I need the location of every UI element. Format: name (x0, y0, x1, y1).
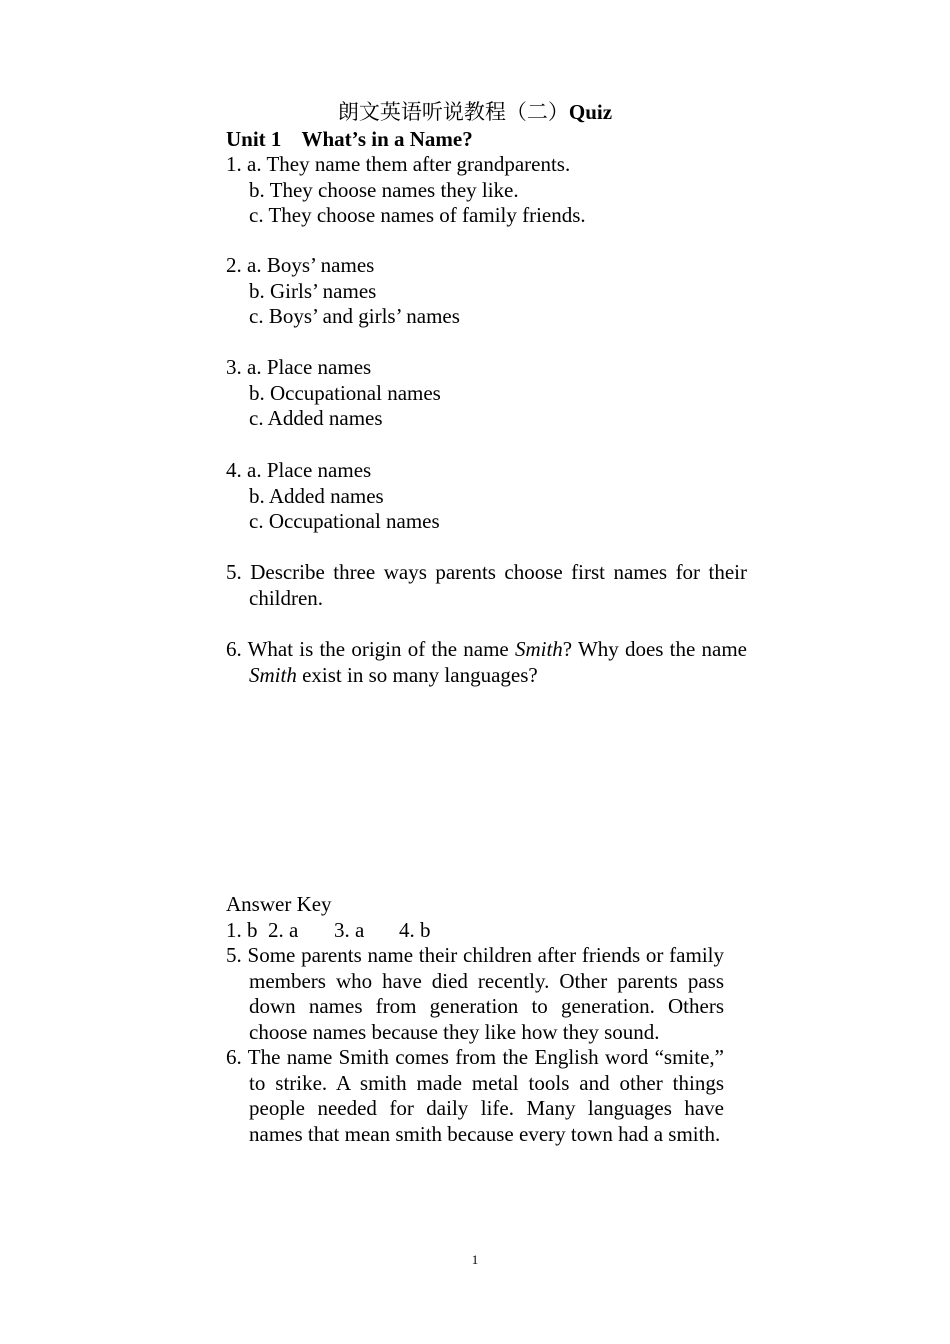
short-answers (226, 918, 724, 944)
answer-key-heading: Answer Key (226, 892, 332, 916)
question-3-option-c: c. Added names (249, 406, 383, 430)
italic-smith: Smith (249, 662, 297, 687)
question-3-option-b: b. Occupational names (249, 380, 441, 405)
question-4-option-a: 4. a. Place names (226, 458, 372, 482)
page-title (226, 98, 724, 126)
answer-5: 5. Some parents name their children after friends or family members who have died recently. Other parents pass down names from generation to generation. Others choose names because they like how they sound. (226, 943, 724, 1044)
question-2-option-a: 2. a. Boys’ names (226, 253, 375, 277)
unit-heading (226, 125, 473, 153)
question-1-option-b: b. They choose names they like. (249, 177, 519, 202)
title-chinese: 朗文英语听说教程（二） (337, 100, 569, 124)
italic-smith: Smith (514, 637, 563, 661)
answer-key (226, 892, 724, 1147)
answer-6: 6. The name Smith comes from the English word “smite,” to strike. A smith made metal tools and other things people needed for daily life. Many languages have names that mean smith because every town had a smith. (226, 1045, 724, 1146)
question-3-option-a: 3. a. Place names (226, 355, 372, 379)
question-4-option-c: c. Occupational names (249, 509, 440, 533)
question-1 (226, 152, 724, 229)
unit-name: What’s in a Name? (301, 127, 473, 151)
question-3 (226, 355, 724, 432)
question-4-option-b: b. Added names (249, 483, 384, 508)
question-5: 5. Describe three ways parents choose first names for their children. (226, 560, 747, 610)
question-1-option-c: c. They choose names of family friends. (249, 203, 586, 227)
title-quiz: Quiz (568, 100, 613, 124)
question-6: 6. What is the origin of the name Smith? Why does the name Smith exist in so many languages? (226, 637, 748, 687)
question-2 (226, 253, 724, 330)
question-2-option-c: c. Boys’ and girls’ names (249, 304, 460, 328)
unit-number: Unit 1 (226, 127, 282, 151)
answer-1: 1. b (226, 917, 258, 942)
question-1-option-a: 1. a. They name them after grandparents. (226, 152, 571, 176)
answer-2: 2. a (268, 917, 299, 942)
answer-4: 4. b (399, 917, 431, 942)
page-number: 1 (471, 1252, 479, 1267)
question-2-option-b: b. Girls’ names (249, 278, 377, 303)
question-4 (226, 458, 724, 535)
answer-3: 3. a (334, 917, 365, 942)
